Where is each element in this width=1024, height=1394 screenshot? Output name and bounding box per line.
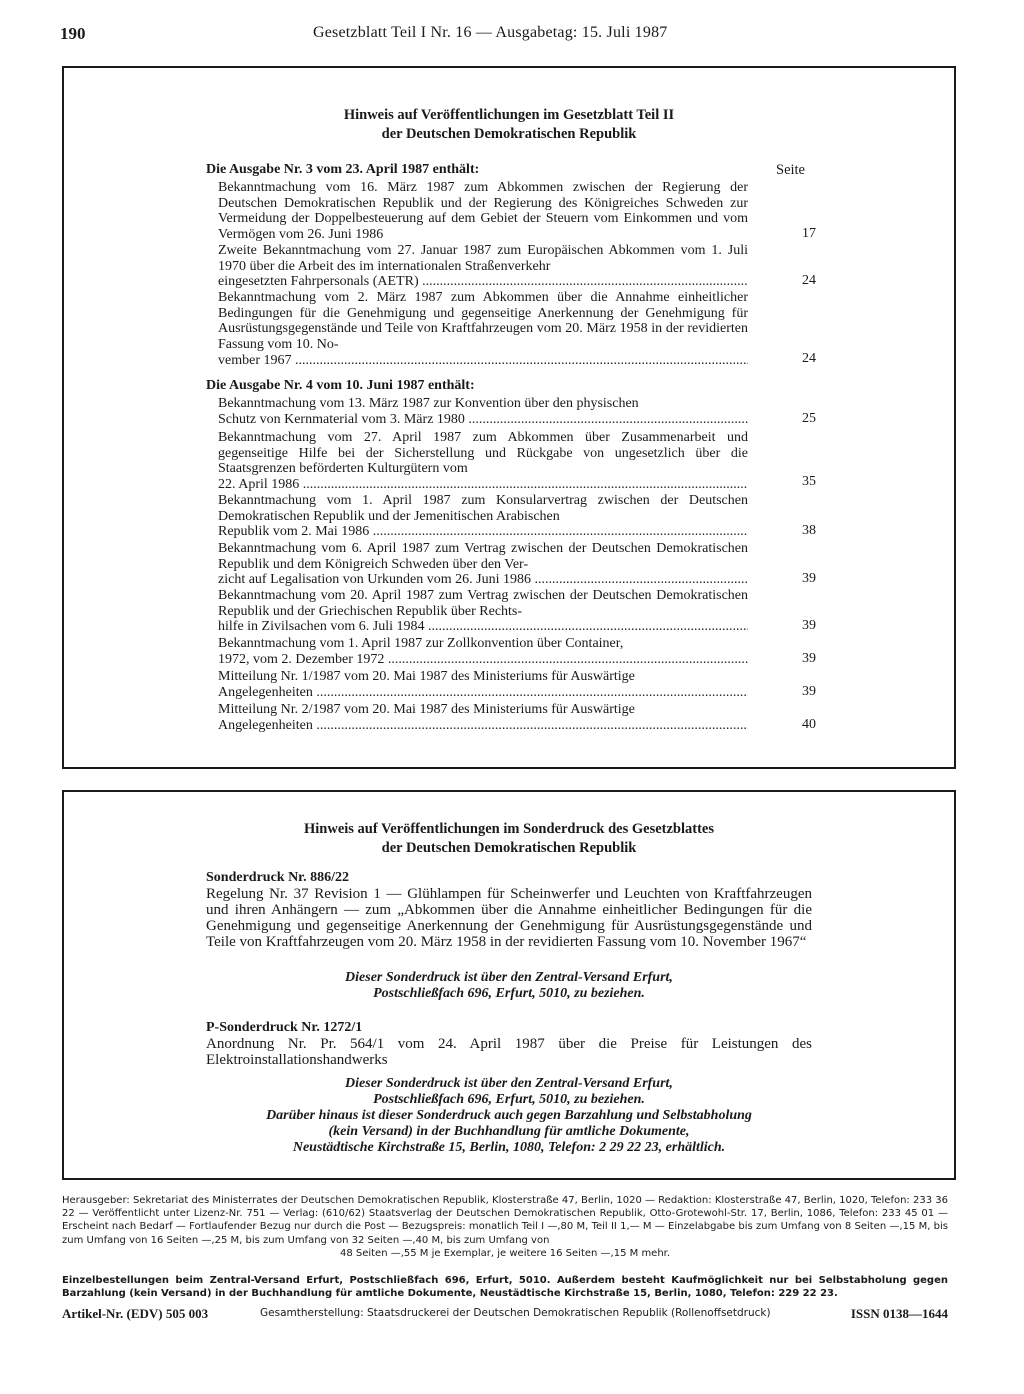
entry-text: Mitteilung Nr. 2/1987 vom 20. Mai 1987 des Ministeriums für Auswärtige bbox=[218, 702, 635, 717]
toc-entry bbox=[218, 290, 748, 369]
entry-page: 24 bbox=[802, 351, 816, 366]
entry-text-last: hilfe in Zivilsachen vom 6. Juli 1984 ..... bbox=[218, 619, 748, 635]
entry-text: Bekanntmachung vom 20. April 1987 zum Vertrag zwischen der Deutschen Demokratischen Republik und der Griechischen Republik über Rechts- bbox=[218, 588, 748, 619]
availability-note-line: Darüber hinaus ist dieser Sonderdruck auch gegen Barzahlung und Selbstabholung bbox=[266, 1108, 752, 1123]
entry-text-last: zicht auf Legalisation von Urkunden vom 26. Juni 1986 ..... bbox=[218, 572, 748, 588]
entry-text: Bekanntmachung vom 6. April 1987 zum Vertrag zwischen der Deutschen Demokratischen Republik und dem Königreich Schweden über den Ver- bbox=[218, 541, 748, 572]
availability-note-line: Postschließfach 696, Erfurt, 5010, zu beziehen. bbox=[373, 986, 645, 1001]
entry-page: 17 bbox=[802, 226, 816, 241]
special-print-text: Anordnung Nr. Pr. 564/1 vom 24. April 1987 über die Preise für Leistungen des Elektroinstallationshandwerks bbox=[206, 1036, 812, 1068]
availability-note-line: Dieser Sonderdruck ist über den Zentral-Versand Erfurt, bbox=[345, 970, 673, 985]
entry-page: 39 bbox=[802, 651, 816, 666]
toc-entry bbox=[218, 541, 748, 588]
imprint-text-center: 48 Seiten —,55 M je Exemplar, je weitere 16 Seiten —,15 M mehr. bbox=[339, 1247, 671, 1259]
entry-page: 39 bbox=[802, 684, 816, 699]
entry-text: Bekanntmachung vom 16. März 1987 zum Abkommen zwischen der Regierung der Deutschen Demokratischen Republik und der Regierung des Königreiches Schweden zur Vermeidung der Doppelbesteuerung auf dem Gebiet der Steuern vom Einkommen und vom Vermögen vom 26. Juni 1986 bbox=[218, 180, 748, 243]
imprint-text: Herausgeber: Sekretariat des Ministerrates der Deutschen Demokratischen Republik, Klosterstraße 47, Berlin, 1020 — Redaktion: Klosterstraße 47, Berlin, 1020, Telefon: 233 36 22 — Veröffentlicht unter Lizenz-Nr. 751 — Verlag: (610/62) Staatsverlag der Deutschen Demokratischen Republik, Otto-Grotewohl-Str. 17, Berlin, 1086, Telefon: 233 45 01 — Erscheint nach Bedarf — Fortlaufender Bezug nur durch die Post — Bezugspreis: monatlich Teil I —,80 M, Teil II 1,— M — Einzelabgabe bis zum Umfang von 8 Seiten —,15 M, bis zum Umfang von 16 Seiten —,25 M, bis zum Umfang von 32 Seiten —,40 M, bis zum Umfang von bbox=[62, 1195, 948, 1246]
issn: ISSN 0138—1644 bbox=[850, 1306, 948, 1321]
entry-text-last: Schutz von Kernmaterial vom 3. März 1980 ..... bbox=[218, 412, 748, 428]
toc-entry bbox=[218, 588, 748, 635]
entry-text-last: eingesetzten Fahrpersonals (AETR) ..... bbox=[218, 274, 748, 290]
entry-text: Bekanntmachung vom 1. April 1987 zur Zollkonvention über Container, bbox=[218, 636, 624, 651]
article-number: Artikel-Nr. (EDV) 505 003 bbox=[62, 1306, 209, 1321]
special-print-text: Regelung Nr. 37 Revision 1 — Glühlampen für Scheinwerfer und Leuchten von Kraftfahrzeugen und ihren Anhängern — zum „Abkommen über die Annahme einheitlicher Bedingungen für die Genehmigung und gegenseitige Anerkennung der Genehmigung für Ausrüstungsgegenstände und Teile von Kraftfahrzeugen vom 20. März 1958 in der revidierten Fassung vom 10. November 1967“ bbox=[206, 886, 812, 950]
availability-note-line: Neustädtische Kirchstraße 15, Berlin, 1080, Telefon: 2 29 22 23, erhältlich. bbox=[292, 1140, 726, 1155]
page-column-label: Seite bbox=[776, 162, 805, 178]
entry-text: Zweite Bekanntmachung vom 27. Januar 1987 zum Europäischen Abkommen vom 1. Juli 1970 über die Arbeit des im internationalen Straßenverkehr bbox=[218, 243, 748, 274]
running-title: Gesetzblatt Teil I Nr. 16 — Ausgabetag: 15. Juli 1987 bbox=[313, 24, 668, 41]
special-print-heading: P-Sonderdruck Nr. 1272/1 bbox=[206, 1020, 363, 1035]
issue-heading: Die Ausgabe Nr. 4 vom 10. Juni 1987 enthält: bbox=[206, 378, 475, 393]
entry-text-last: Angelegenheiten ..... bbox=[218, 685, 748, 701]
entry-text-last: 22. April 1986 ..... bbox=[218, 477, 748, 493]
availability-note-line: Dieser Sonderdruck ist über den Zentral-Versand Erfurt, bbox=[345, 1076, 673, 1091]
footer-line bbox=[62, 1306, 948, 1322]
page-number: 190 bbox=[60, 24, 86, 43]
entry-text-last: Republik vom 2. Mai 1986 ..... bbox=[218, 524, 748, 540]
toc-entry bbox=[218, 430, 748, 493]
entry-page: 24 bbox=[802, 273, 816, 288]
entry-page: 38 bbox=[802, 523, 816, 538]
availability-note-line: Postschließfach 696, Erfurt, 5010, zu beziehen. bbox=[373, 1092, 645, 1107]
box-title-line2: der Deutschen Demokratischen Republik bbox=[381, 840, 637, 856]
notice-box-part-two bbox=[62, 66, 956, 769]
toc-entry bbox=[218, 396, 748, 427]
entry-page: 25 bbox=[802, 411, 816, 426]
page-header bbox=[0, 0, 1024, 50]
special-print-heading: Sonderdruck Nr. 886/22 bbox=[206, 870, 350, 885]
notice-box-special-print bbox=[62, 790, 956, 1180]
toc-entry bbox=[218, 636, 748, 667]
box-title-line1: Hinweis auf Veröffentlichungen im Sonderdruck des Gesetzblattes bbox=[303, 821, 715, 837]
entry-page: 39 bbox=[802, 571, 816, 586]
toc-entry bbox=[218, 702, 748, 733]
entry-page: 39 bbox=[802, 618, 816, 633]
toc-entry bbox=[218, 243, 748, 290]
entry-text: Mitteilung Nr. 1/1987 vom 20. Mai 1987 des Ministeriums für Auswärtige bbox=[218, 669, 635, 684]
entry-text-last: vember 1967 ..... bbox=[218, 353, 748, 369]
entry-text: Bekanntmachung vom 27. April 1987 zum Abkommen über Zusammenarbeit und gegenseitige Hilfe bei der Sicherstellung und Rückgabe von ungesetzlich über die Staatsgrenzen beförderten Kulturgütern vom bbox=[218, 430, 748, 477]
entry-text-last: 1972, vom 2. Dezember 1972 ..... bbox=[218, 652, 748, 668]
entry-text-last: Angelegenheiten ..... bbox=[218, 718, 748, 734]
issue-heading: Die Ausgabe Nr. 3 vom 23. April 1987 enthält: bbox=[206, 162, 480, 177]
toc-entry bbox=[218, 180, 748, 243]
toc-entry bbox=[218, 493, 748, 540]
box-title-line2: der Deutschen Demokratischen Republik bbox=[381, 126, 637, 142]
box-title-line1: Hinweis auf Veröffentlichungen im Gesetzblatt Teil II bbox=[343, 107, 675, 123]
entry-text: Bekanntmachung vom 13. März 1987 zur Konvention über den physischen bbox=[218, 396, 639, 411]
entry-text: Bekanntmachung vom 1. April 1987 zum Konsularvertrag zwischen der Deutschen Demokratischen Republik und der Jemenitischen Arabischen bbox=[218, 493, 748, 524]
printer-info: Gesamtherstellung: Staatsdruckerei der Deutschen Demokratischen Republik (Rollenoffsetdruck) bbox=[260, 1307, 771, 1319]
entry-page: 35 bbox=[802, 474, 816, 489]
order-info: Einzelbestellungen beim Zentral-Versand Erfurt, Postschließfach 696, Erfurt, 5010. Außerdem besteht Kaufmöglichkeit nur bei Selbstabholung gegen Barzahlung (kein Versand) in der Buchhandlung für amtliche Dokumente, Neustädtische Kirchstraße 15, Berlin, 1080, Telefon: 229 22 23. bbox=[62, 1275, 948, 1299]
toc-entry bbox=[218, 669, 748, 700]
entry-text: Bekanntmachung vom 2. März 1987 zum Abkommen über die Annahme einheitlicher Bedingungen für die Genehmigung und gegenseitige Anerkennung der Genehmigung für Ausrüstungsgegenstände und Teile von Kraftfahrzeugen vom 20. März 1958 in der revidierten Fassung vom 10. No- bbox=[218, 290, 748, 353]
availability-note-line: (kein Versand) in der Buchhandlung für amtliche Dokumente, bbox=[328, 1124, 690, 1139]
entry-page: 40 bbox=[802, 717, 816, 732]
imprint bbox=[62, 1194, 948, 1260]
